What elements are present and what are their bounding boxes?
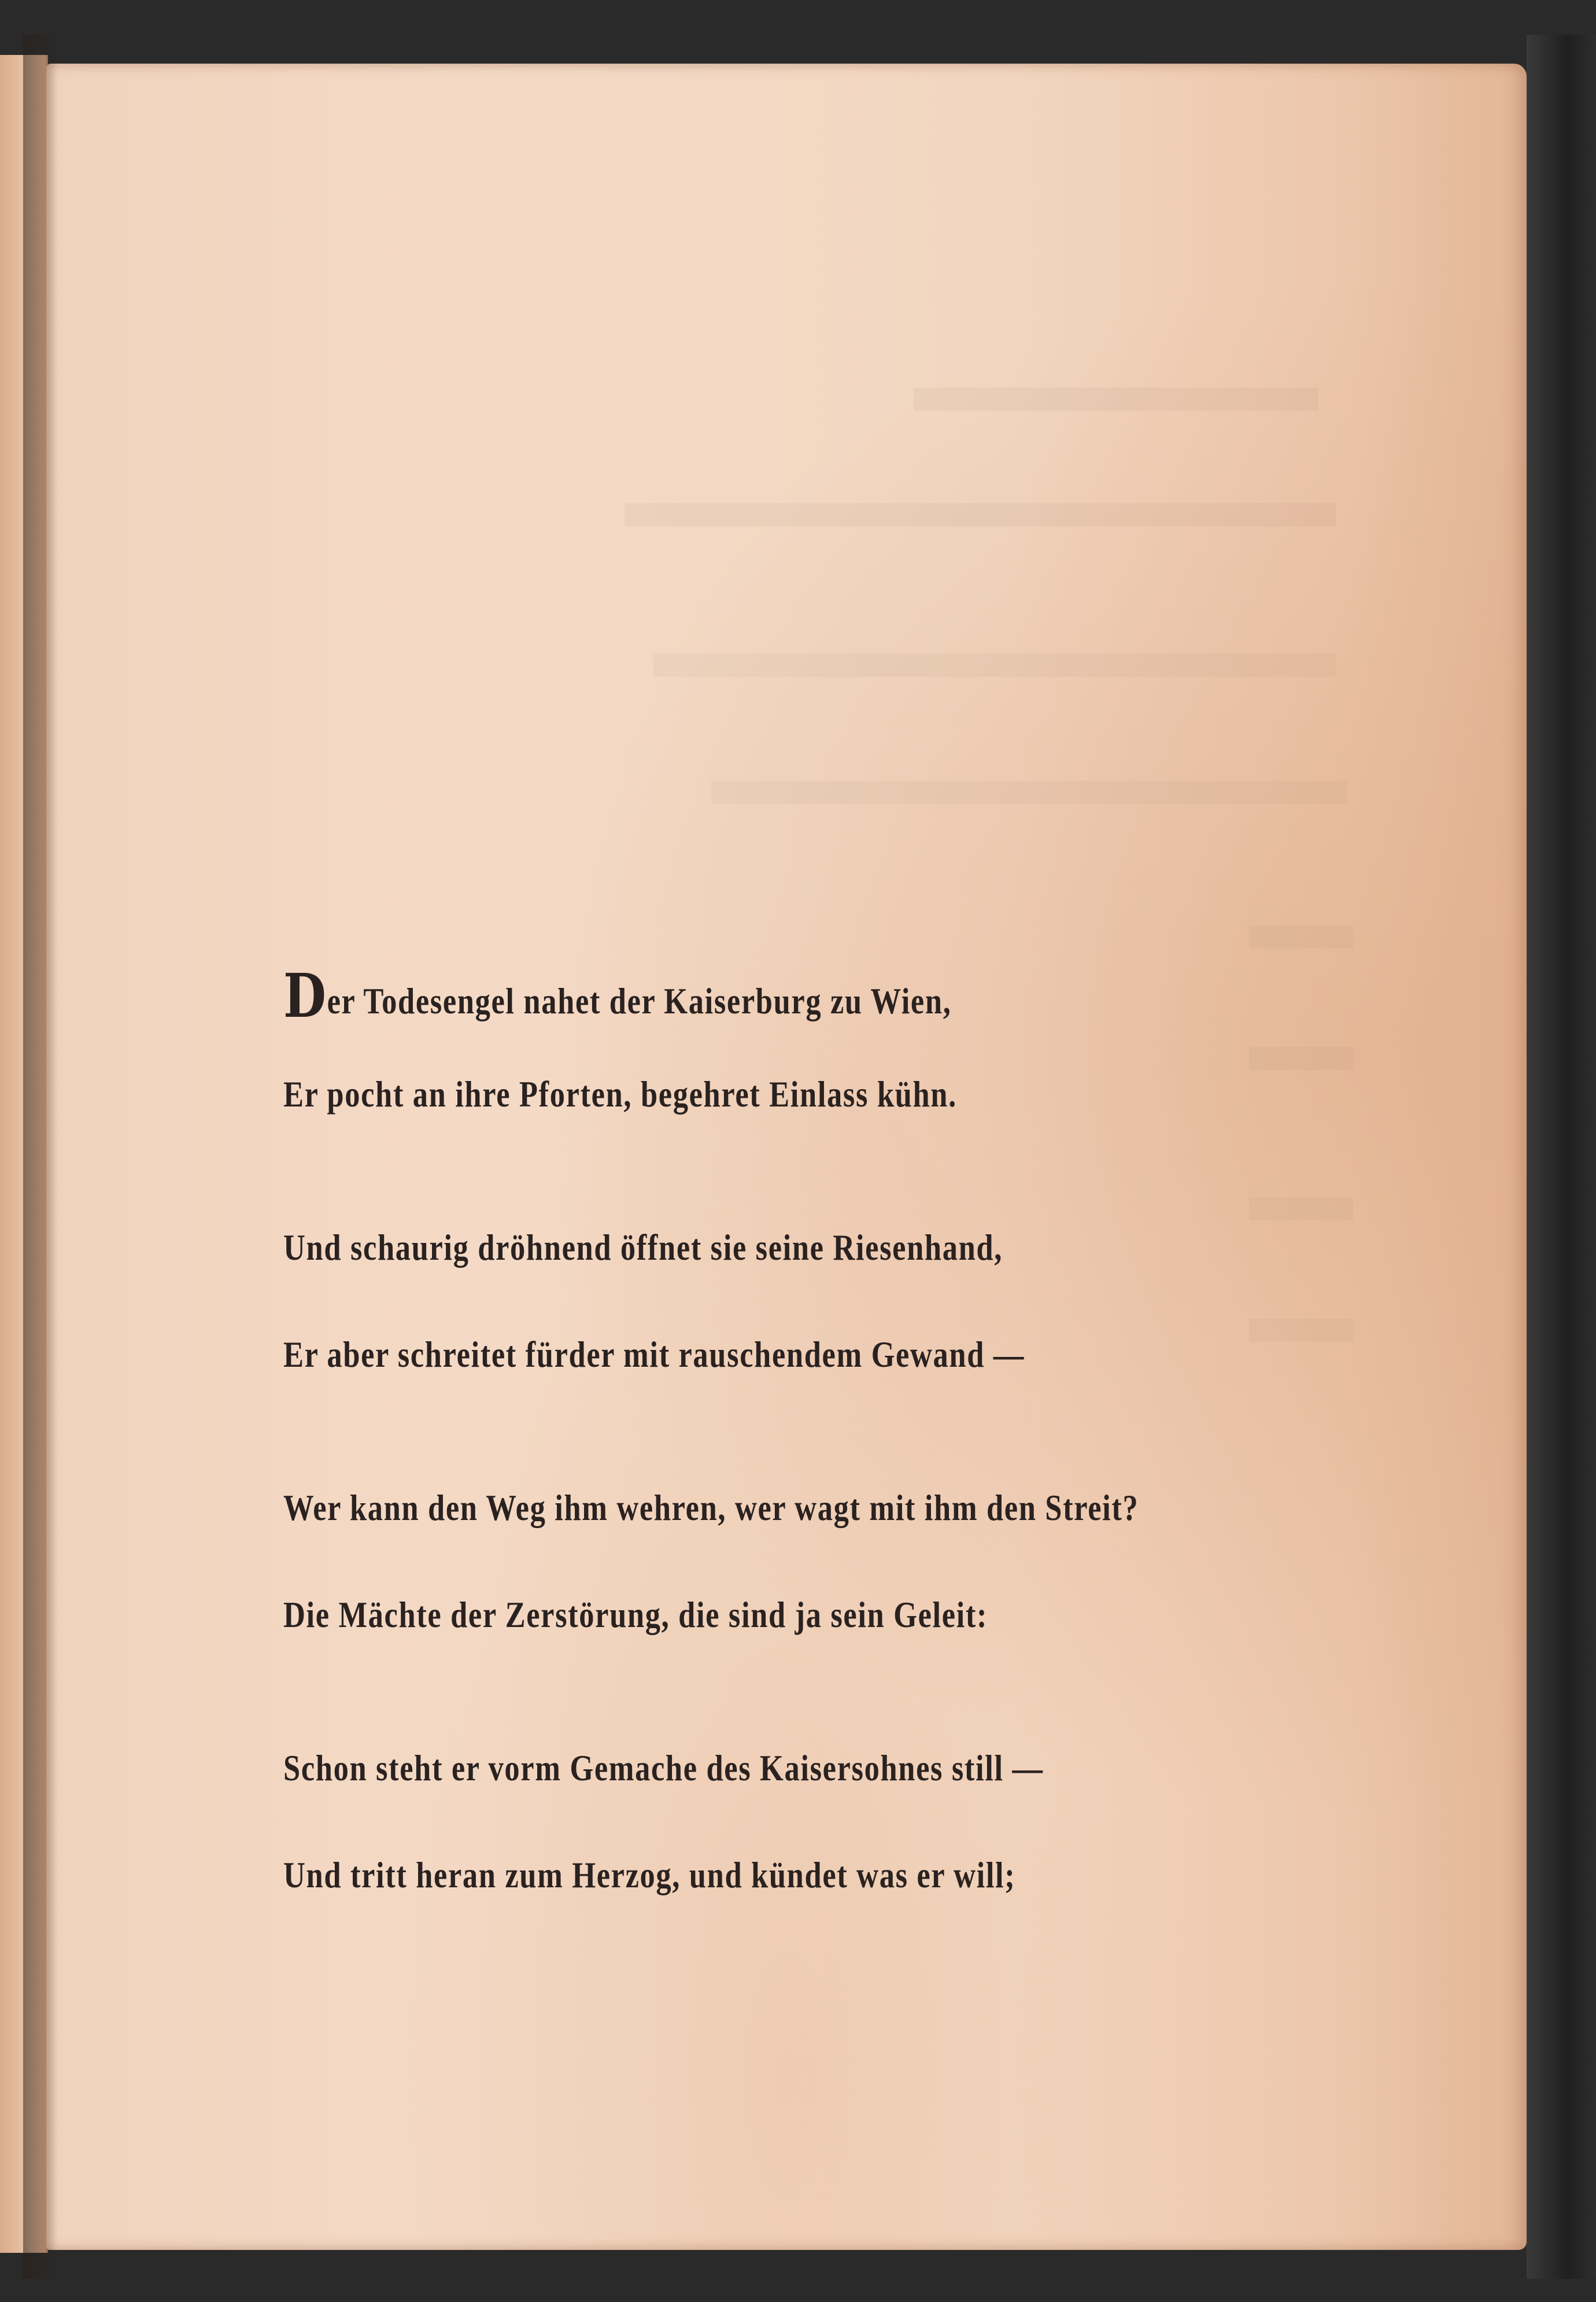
- bleed-through-mark: [1249, 1197, 1353, 1220]
- poem-line: Und tritt heran zum Herzog, und kündet was er will;: [283, 1854, 1016, 1895]
- bleed-through-mark: [711, 781, 1347, 804]
- spine-shadow: [23, 35, 58, 2279]
- bleed-through-mark: [914, 388, 1318, 411]
- book-page: [46, 64, 1527, 2250]
- poem-line: Die Mächte der Zerstörung, die sind ja sein Geleit:: [283, 1594, 988, 1635]
- bleed-through-mark: [1249, 1319, 1353, 1342]
- bleed-through-mark: [1249, 925, 1353, 949]
- book-cover-edge: [1527, 35, 1596, 2279]
- poem-line: Und schaurig dröhnend öffnet sie seine Riesenhand,: [283, 1227, 1003, 1268]
- drop-cap-initial: D: [283, 960, 327, 1031]
- poem-line: Er aber schreitet fürder mit rauschendem Gewand —: [283, 1334, 1025, 1375]
- poem-line: Schon steht er vorm Gemache des Kaisersohnes still —: [283, 1747, 1044, 1788]
- poem-line: Er pocht an ihre Pforten, begehret Einlass kühn.: [283, 1073, 957, 1115]
- poem-line: [283, 960, 952, 1031]
- bleed-through-mark: [653, 654, 1336, 677]
- poem-line: Wer kann den Weg ihm wehren, wer wagt mit ihm den Streit?: [283, 1487, 1139, 1528]
- poem-line-text: er Todesengel nahet der Kaiserburg zu Wien,: [327, 980, 952, 1021]
- bleed-through-mark: [1249, 1047, 1353, 1070]
- bleed-through-mark: [625, 503, 1336, 526]
